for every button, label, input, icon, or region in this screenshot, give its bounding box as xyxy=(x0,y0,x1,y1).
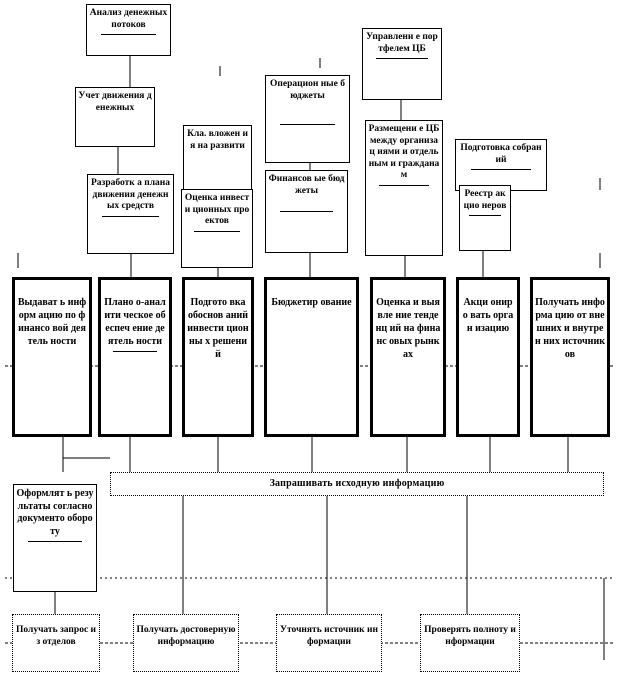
node-financial-budgets-label: Финансов ые бюджеты xyxy=(268,174,345,196)
node-get-requests-label: Получать запрос из отделов xyxy=(15,625,97,647)
function-external-info xyxy=(530,277,610,437)
node-cash-accounting-label: Учет движения денежных xyxy=(78,91,152,113)
node-get-reliable-info xyxy=(133,614,239,672)
node-cash-accounting xyxy=(75,87,155,147)
node-investment-evaluation xyxy=(181,189,253,268)
node-clarify-sources xyxy=(276,614,382,672)
node-check-completeness xyxy=(420,614,520,672)
function-invest-decisions-label: Подгото вка обоснов аний инвести ционны х решени й xyxy=(187,297,249,360)
function-shares-placement-label: Акци ониро вать орган изацию xyxy=(462,297,514,334)
node-document-flow xyxy=(13,484,97,592)
node-portfolio-management xyxy=(362,28,442,100)
underline xyxy=(113,351,158,352)
underline xyxy=(280,211,334,212)
node-check-completeness-label: Проверять полноту информации xyxy=(424,625,516,647)
node-shareholder-registry-label: Реестр акцио неров xyxy=(463,189,507,211)
underline xyxy=(471,169,531,170)
request-source-info-bar: Запрашивать исходную информацию xyxy=(110,472,604,496)
node-shareholder-registry xyxy=(459,185,511,251)
function-planning-analytics-label: Плано о-аналити ческое обеспеч ение деятель ности xyxy=(104,297,166,347)
underline xyxy=(376,58,428,59)
underline xyxy=(379,185,429,186)
function-external-info-label: Получать информа цию от внешних и внутрен них источник ов xyxy=(535,297,605,360)
node-clarify-sources-label: Уточнять источник информации xyxy=(280,625,378,647)
node-cash-plan-label: Разработк а плана движения денежных средств xyxy=(90,178,171,211)
function-shares-placement xyxy=(456,277,520,437)
function-market-trends xyxy=(370,277,446,437)
underline xyxy=(280,124,335,125)
underline xyxy=(469,215,501,216)
function-planning-analytics xyxy=(98,277,172,437)
node-meetings-prep xyxy=(455,139,547,191)
function-invest-decisions xyxy=(182,277,254,437)
function-financial-info xyxy=(12,277,92,437)
function-financial-info-label: Выдават ь информ ацию по финансо вой деятель ности xyxy=(17,297,87,347)
node-portfolio-management-label: Управлени е портфелем ЦБ xyxy=(366,32,438,54)
node-cash-plan xyxy=(87,174,174,254)
function-market-trends-label: Оценка и выявле ние тенденц ий на финанс овых рынках xyxy=(375,297,441,360)
function-budgeting-label: Бюджетир ование xyxy=(271,297,352,308)
node-securities-distribution xyxy=(365,120,443,256)
node-securities-distribution-label: Размещени е ЦБ между организац иями и отдельным и гражданам xyxy=(368,124,440,180)
underline xyxy=(101,34,156,35)
function-budgeting xyxy=(264,277,359,437)
node-analysis-cash-flows-label: Анализ денежных потоков xyxy=(89,8,168,30)
node-document-flow-label: Оформлят ь результаты согласно документо обороту xyxy=(16,488,94,537)
node-operational-budgets-label: Операцион ные бюджеты xyxy=(270,79,345,101)
node-meetings-prep-label: Подготовка собраний xyxy=(460,143,542,165)
node-financial-budgets xyxy=(265,170,348,253)
node-operational-budgets xyxy=(265,75,350,163)
node-placement xyxy=(183,125,252,191)
node-placement-label: Кла. вложен ия на развити xyxy=(187,129,248,151)
underline xyxy=(28,541,83,542)
node-get-requests xyxy=(12,614,100,672)
node-investment-evaluation-label: Оценка инвести ционных проектов xyxy=(184,193,250,226)
node-analysis-cash-flows xyxy=(86,4,171,56)
underline xyxy=(194,231,240,232)
underline xyxy=(102,216,159,217)
node-get-reliable-info-label: Получать достоверную информацию xyxy=(136,625,236,647)
